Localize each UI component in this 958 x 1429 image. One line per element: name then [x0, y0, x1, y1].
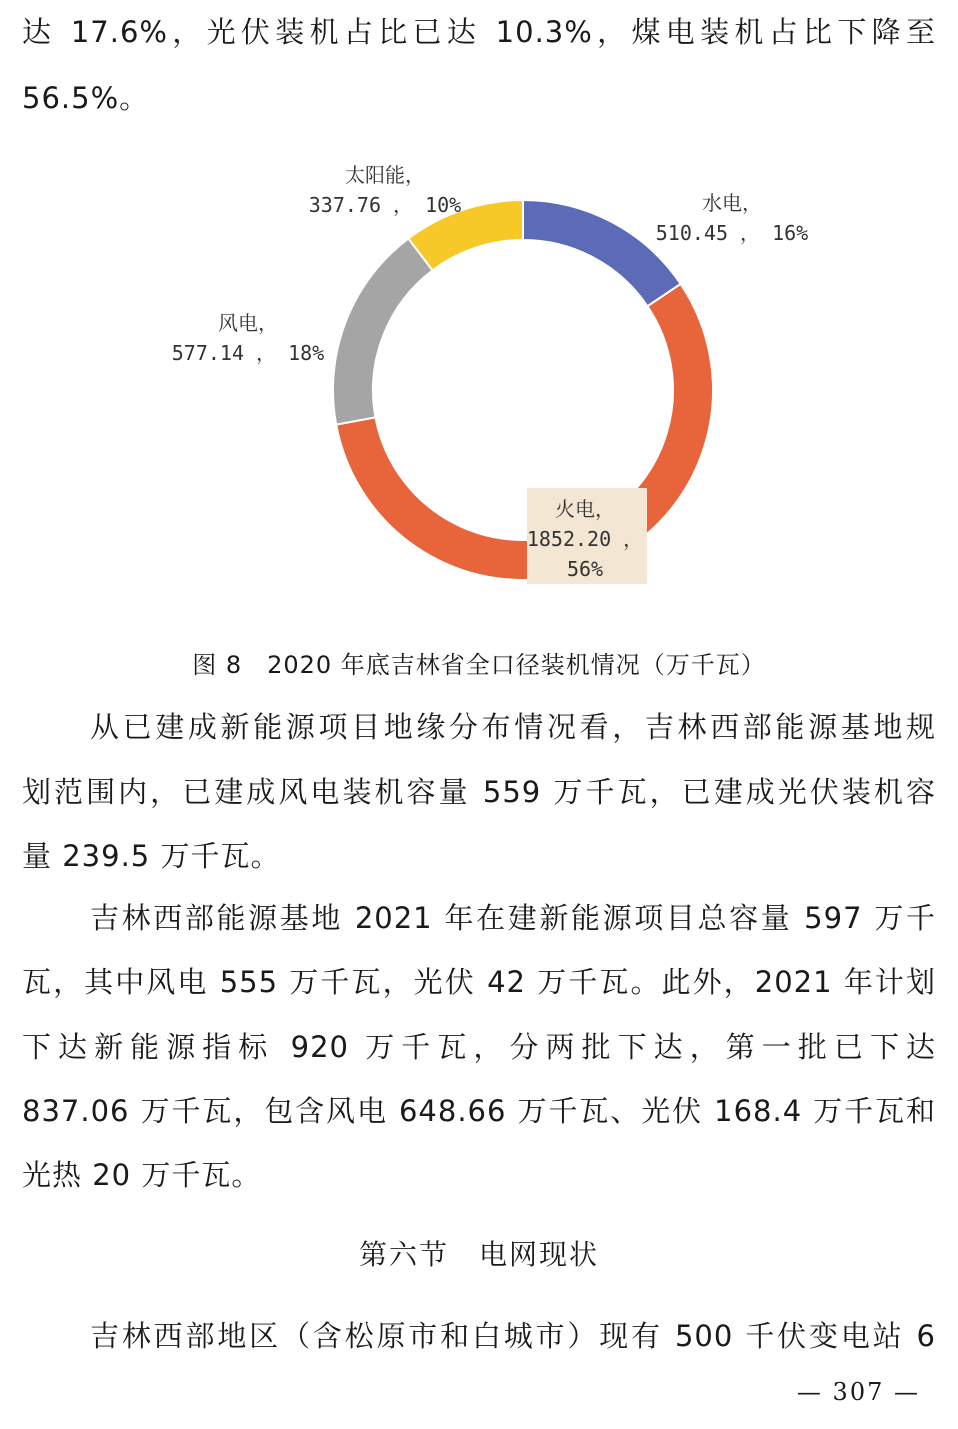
section-title: 第六节 电网现状 [358, 1238, 599, 1271]
intro-line-1: 达 17.6%，光伏装机占比已达 10.3%，煤电装机占比下降至 [22, 15, 936, 49]
slice-label-name: 水电， [702, 191, 762, 215]
p2-line-4: 837.06 万千瓦，包含风电 648.66 万千瓦、光伏 168.4 万千瓦和 [22, 1094, 936, 1128]
p1-line-3: 量 239.5 万千瓦。 [22, 839, 281, 873]
slice-label-value-percent: 510.45 ， 16% [655, 221, 809, 245]
donut-slice-2 [333, 238, 433, 424]
p2-line-1: 吉林西部能源基地 2021 年在建新能源项目总容量 597 万千 [90, 901, 936, 935]
figure-caption: 图 8 2020 年底吉林省全口径装机情况（万千瓦） [192, 651, 766, 679]
intro-line-2: 56.5%。 [22, 81, 150, 115]
p1-line-2: 划范围内，已建成风电装机容量 559 万千瓦，已建成光伏装机容 [22, 775, 936, 809]
donut-chart [80, 140, 880, 600]
slice-label-value-percent: 577.14 ， 18% [171, 341, 325, 365]
slice-label-name: 风电， [218, 311, 278, 335]
slice-label-percent: 56% [566, 557, 604, 581]
donut-slice-0 [523, 200, 681, 306]
p3-line-1: 吉林西部地区（含松原市和白城市）现有 500 千伏变电站 6 [90, 1319, 936, 1353]
p2-line-5: 光热 20 万千瓦。 [22, 1158, 262, 1192]
p2-line-2: 瓦，其中风电 555 万千瓦，光伏 42 万千瓦。此外，2021 年计划 [22, 965, 936, 999]
p1-line-1: 从已建成新能源项目地缘分布情况看，吉林西部能源基地规 [90, 710, 936, 744]
slice-label-name: 太阳能， [345, 163, 425, 187]
slice-label-value-percent: 337.76 ， 10% [308, 193, 462, 217]
p2-line-3: 下达新能源指标 920 万千瓦，分两批下达，第一批已下达 [22, 1030, 936, 1064]
page-number: — 307 — [796, 1378, 920, 1406]
slice-label-value: 1852.20 ， [526, 527, 644, 551]
slice-label-name: 火电， [555, 497, 615, 521]
donut-slice-1 [336, 284, 713, 580]
